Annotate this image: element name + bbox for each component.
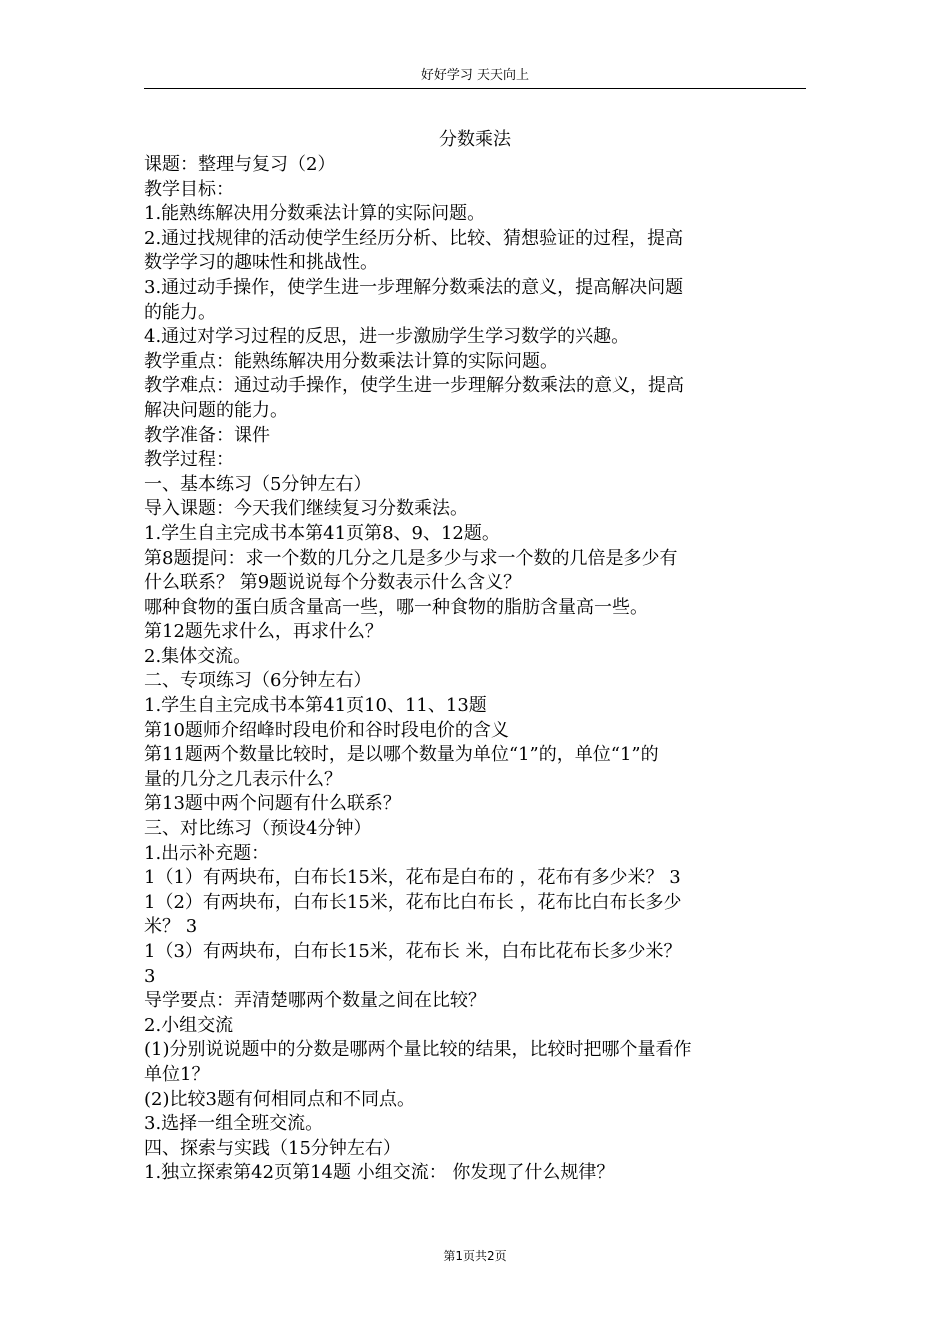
body-line: 教学准备：课件 <box>144 424 270 446</box>
body-line: 单位1？ <box>144 1063 210 1085</box>
body-line: 1（1）有两块布，白布长15米，花布是白布的 ，花布有多少米？ 3 <box>144 867 681 889</box>
body-line: 课题：整理与复习（2） <box>144 154 336 175</box>
body-line: 量的几分之几表示什么？ <box>144 768 342 790</box>
body-line: 第8题提问：求一个数的几分之几是多少与求一个数的几倍是多少有 <box>144 547 678 569</box>
body-line: 1.能熟练解决用分数乘法计算的实际问题。 <box>144 203 486 225</box>
body-line: 哪种食物的蛋白质含量高一些，哪一种食物的脂肪含量高一些。 <box>144 596 648 618</box>
body-line: 第13题中两个问题有什么联系？ <box>144 793 401 815</box>
body-line: 1.独立探索第42页第14题 小组交流： 你发现了什么规律？ <box>144 1162 615 1184</box>
body-line: 2.小组交流 <box>144 1014 234 1036</box>
body-line: 数学学习的趣味性和挑战性。 <box>144 252 378 274</box>
body-line: 什么联系？ 第9题说说每个分数表示什么含义？ <box>144 572 522 594</box>
body-line: 教学难点：通过动手操作，使学生进一步理解分数乘法的意义，提高 <box>144 375 684 397</box>
body-line: 2.通过找规律的活动使学生经历分析、比较、猜想验证的过程，提高 <box>144 227 684 249</box>
document-title: 分数乘法 <box>439 129 511 150</box>
body-line: 教学重点：能熟练解决用分数乘法计算的实际问题。 <box>144 350 558 372</box>
body-line: 导入课题：今天我们继续复习分数乘法。 <box>144 498 468 520</box>
body-line: 1.学生自主完成书本第41页10、11、13题 <box>144 695 487 717</box>
body-line: 三、对比练习（预设4分钟） <box>144 818 372 840</box>
body-line: 第10题师介绍峰时段电价和谷时段电价的含义 <box>144 719 509 741</box>
body-line: 3.选择一组全班交流。 <box>144 1113 324 1135</box>
body-line: 1（2）有两块布，白布长15米，花布比白布长 ，花布比白布长多少 <box>144 891 682 913</box>
body-line: 的能力。 <box>144 301 216 323</box>
body-line: 第12题先求什么，再求什么？ <box>144 621 383 643</box>
body-line: 导学要点：弄清楚哪两个数量之间在比较？ <box>144 990 486 1012</box>
body-line: 1.出示补充题： <box>144 842 270 864</box>
body-line: 第11题两个数量比较时，是以哪个数量为单位“1”的，单位“1”的 <box>144 744 659 766</box>
body-line: 教学过程： <box>144 449 234 471</box>
body-line: 2.集体交流。 <box>144 645 252 667</box>
body-line: 4.通过对学习过程的反思，进一步激励学生学习数学的兴趣。 <box>144 326 630 348</box>
body-line: 一、基本练习（5分钟左右） <box>144 473 372 495</box>
document-body <box>144 153 806 1186</box>
body-line: 1（3）有两块布，白布长15米，花布长 米，白布比花布长多少米？ <box>144 941 682 962</box>
page-header: 好好学习 天天向上 <box>144 66 806 89</box>
body-line: 3.通过动手操作，使学生进一步理解分数乘法的意义，提高解决问题 <box>144 276 684 298</box>
body-line: (2)比较3题有何相同点和不同点。 <box>144 1088 415 1110</box>
body-line: 二、专项练习（6分钟左右） <box>144 670 372 692</box>
body-line: 解决问题的能力。 <box>144 399 288 421</box>
page-footer: 第1页共2页 <box>443 1249 507 1263</box>
body-line: 1.学生自主完成书本第41页第8、9、12题。 <box>144 522 500 544</box>
body-line: (1)分别说说题中的分数是哪两个量比较的结果，比较时把哪个量看作 <box>144 1039 692 1061</box>
body-line: 3 <box>144 965 156 987</box>
body-line: 米？ 3 <box>144 916 198 938</box>
body-line: 教学目标： <box>144 178 234 200</box>
body-line: 四、探索与实践（15分钟左右） <box>144 1137 401 1159</box>
